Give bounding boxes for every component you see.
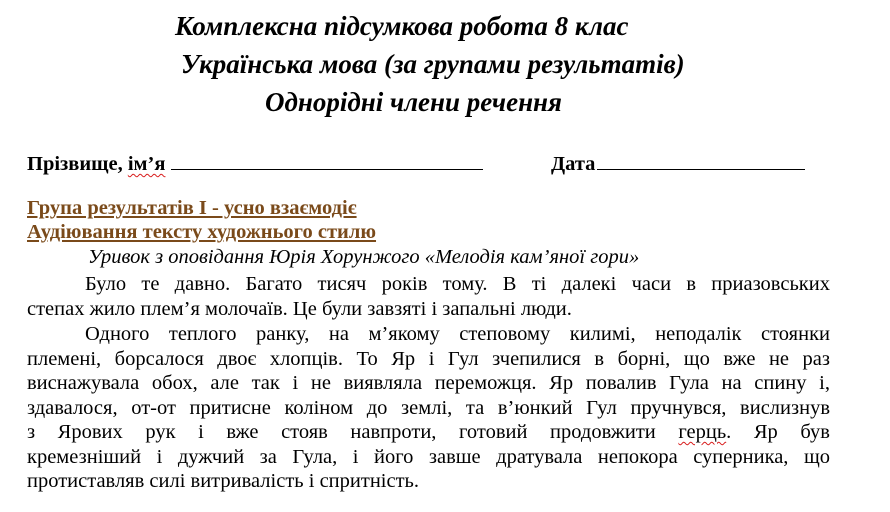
title-line-2: Українська мова (за групами результатів) (181, 49, 685, 79)
text-line: Було те давно. Багато тисяч років тому. В ті далекі часи в приазовських (85, 273, 830, 295)
name-field (27, 151, 483, 177)
text-line: степах жило плем’я молочаїв. Це були завзяті і запальні люди. (27, 297, 572, 320)
paragraph-1 (27, 272, 830, 321)
text-fragment: з Ярових рук і вже стояв навпроти, готовий продовжити (27, 421, 679, 443)
date-label: Дата (551, 153, 596, 175)
activity-heading: Аудіювання тексту художнього стилю (27, 221, 377, 243)
text-line (27, 420, 830, 445)
title-line-3: Однорідні члени речення (265, 87, 562, 117)
date-field (551, 151, 805, 177)
paragraph-2 (27, 322, 830, 494)
text-fragment: . Яр був (726, 421, 830, 443)
title-line-1: Комплексна підсумкова робота 8 клас (175, 11, 629, 41)
text-line: кремезніший і дужчий за Гула, і його завше дратувала непокора суперника, що (27, 445, 830, 468)
name-label-word: ім’я (127, 153, 166, 175)
results-group-heading: Група результатів І - усно взаємодіє (27, 197, 357, 219)
name-blank-line[interactable] (171, 151, 483, 170)
date-blank-line[interactable] (597, 151, 805, 170)
name-label: Прізвище, (27, 153, 128, 175)
spellcheck-word: герць (678, 421, 727, 443)
text-line: протиставляв силі витривалість і спритність. (27, 470, 420, 492)
excerpt-caption: Уривок з оповідання Юрія Хорунжого «Мелодія кам’яної гори» (88, 246, 640, 268)
text-line: племені, борсалося двоє хлопців. То Яр і Гул зчепилися в борні, що вже не раз (27, 347, 830, 370)
text-line: здавалося, от-от притисне коліном до землі, та в’юнкий Гул пручнувся, вислизнув (27, 396, 830, 419)
text-line: виснажувала обох, але так і не виявляла переможця. Яр повалив Гула на спину і, (27, 372, 830, 394)
text-line: Одного теплого ранку, на м’якому степовому килимі, неподалік стоянки (85, 323, 830, 345)
